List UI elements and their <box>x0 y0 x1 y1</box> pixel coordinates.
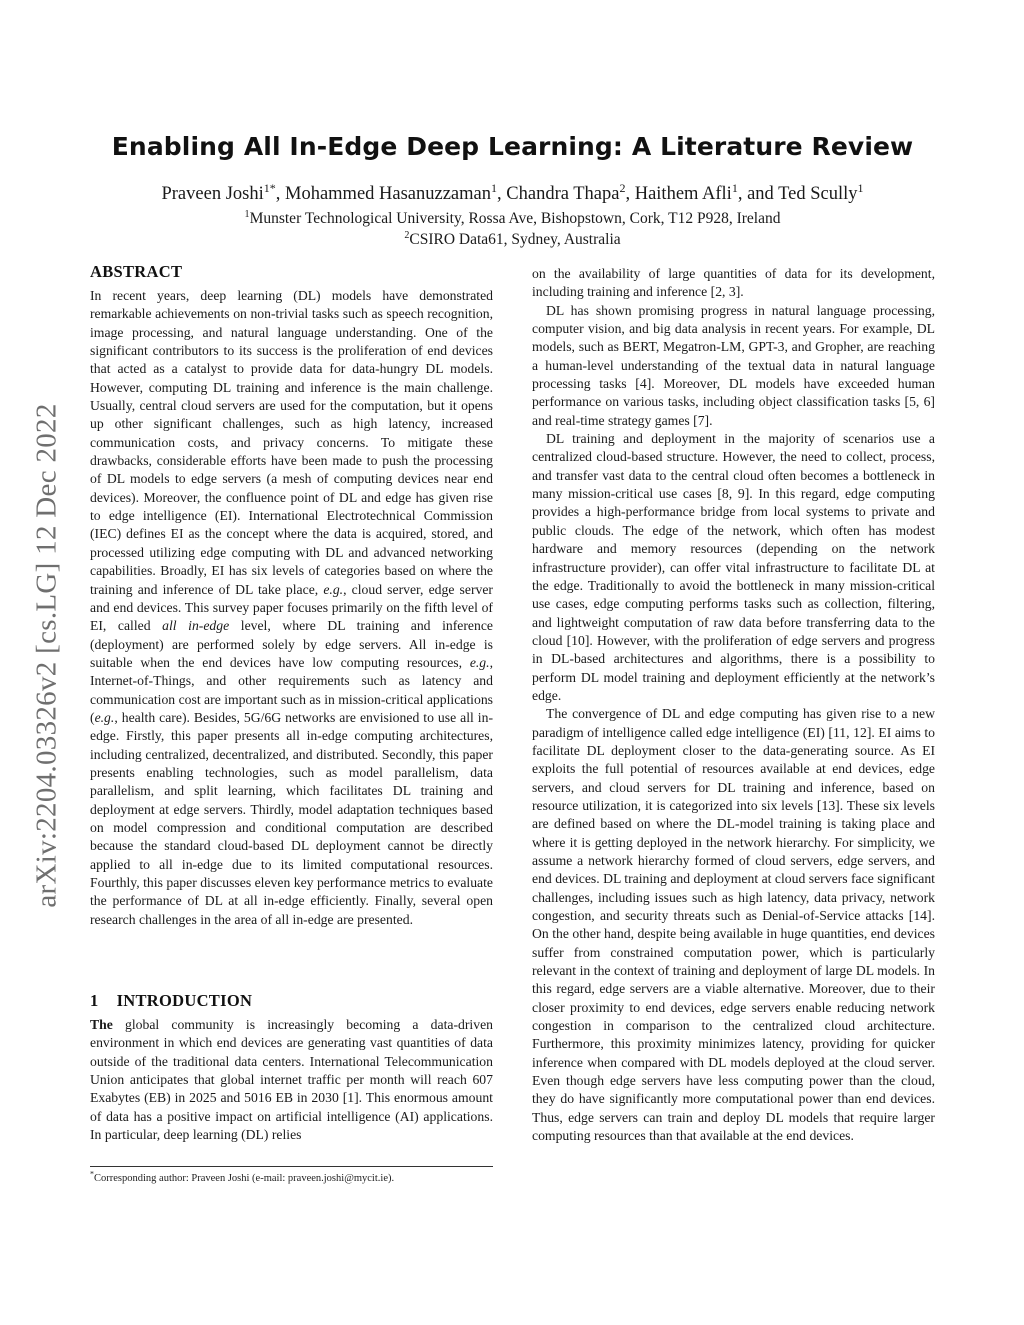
author-separator: , <box>497 184 507 204</box>
body-paragraph: DL has shown promising progress in natural language processing, computer vision, and big data analysis in recent years. For example, DL models, such as BERT, Megatron-LM, GPT-3, and Gropher, are reaching a human-level understanding of the textual data in natural language processing tasks [4]. Moreover, DL models have exceeded human performance on various tasks, including object classification tasks [5, 6] and real-time strategy games [7]. <box>532 302 935 428</box>
paper-title: Enabling All In-Edge Deep Learning: A Literature Review <box>111 132 914 161</box>
author-name: Haithem Afli <box>634 184 732 204</box>
abstract-text: level, where DL training and inference (deployment) are performed solely by edge servers. All in-edge is suitable when the end devices have low computing resources, <box>90 618 493 670</box>
introduction-body <box>90 1016 493 1144</box>
abstract-paragraph <box>90 287 493 929</box>
author-name: Praveen Joshi <box>161 184 264 204</box>
author-name: Ted Scully <box>778 184 858 204</box>
abstract-text: In recent years, deep learning (DL) models have demonstrated remarkable achievements on non-trivial tasks such as speech recognition, image processing, and natural language understanding. One of the significant contributors to its success is the proliferation of end devices that acted as a catalyst to provide data for data-hungry DL models. However, computing DL training and inference is the main challenge. Usually, central cloud servers are used for the computation, but it opens up other significant challenges, such as high latency, increased communication costs, and privacy concerns. To mitigate these drawbacks, considerable efforts have been made to push the processing of DL models to edge servers (a mesh of computing devices near end devices). Moreover, the confluence point of DL and edge has given rise to edge intelligence (EI). International Electrotechnical Commission (IEC) defines EI as the concept where the data is acquired, stored, and processed utilizing edge computing with DL and advanced networking capabilities. Broadly, EI has six levels of categories based on where the training and inference of DL take place, <box>90 288 493 597</box>
introduction-paragraph <box>90 1016 493 1144</box>
author-name: Chandra Thapa <box>506 184 620 204</box>
author-separator: , <box>625 184 635 204</box>
affiliation-1 <box>90 210 935 228</box>
abstract-body <box>90 287 493 929</box>
author-affiliation-mark: 1 <box>857 180 864 195</box>
author-affiliation-mark: 1 <box>731 180 738 195</box>
abstract-text: , Internet-of-Things, and other requirements such as latency and communication cost are important such as in mission-critical applications ( <box>90 654 493 725</box>
author-name: Mohammed Hasanuzzaman <box>285 184 491 204</box>
body-paragraph: The convergence of DL and edge computing has given rise to a new paradigm of intelligence called edge intelligence (EI) [11, 12]. EI aims to facilitate DL deployment closer to the data-generating source. As EI exploits the full potential of resources available at end devices, edge servers, and cloud servers for DL training and inference, based on resource utilization, it is categorized into six levels [13]. These six levels are defined based on where the DL-model training is taking place and where it is getting deployed in the network hierarchy. For simplicity, we assume a network hierarchy formed of cloud servers, edge servers, and end devices. DL training and deployment at cloud servers face significant challenges, including issues such as high latency, data privacy, network congestion, and security threats such as Denial-of-Service attacks [14]. On the other hand, despite being available in huge quantities, end devices suffer from constrained computation power, which is particularly relevant in the context of training and deployment of large DL models. In this regard, edge servers are a viable alternative. Moreover, due to their closer proximity to end devices, edge servers enable reducing network congestion in comparison to the centralized cloud architecture. Furthermore, this proximity minimizes latency, providing for quicker inference when compared with DL models deployed at the cloud server. Even though edge servers have less computing power than the cloud, they do have significantly more computational power than end devices. Thus, edge servers can train and deploy DL models that require larger computing resources than that available at the end devices. <box>532 706 935 1144</box>
body-paragraph: on the availability of large quantities of data for its development, including training and inference [2, 3]. <box>532 266 935 300</box>
right-column <box>532 265 935 1146</box>
arxiv-identifier <box>22 350 72 960</box>
affiliation-text: Munster Technological University, Rossa Ave, Bishopstown, Cork, T12 P928, Ireland <box>249 210 781 227</box>
footnote <box>90 1169 493 1185</box>
affiliation-mark: 2 <box>404 229 410 241</box>
affiliation-mark: 1 <box>244 208 250 220</box>
footnote-mark: * <box>90 1169 94 1179</box>
author-separator: , and <box>737 184 779 204</box>
introduction-lead-word: The <box>90 1017 113 1032</box>
affiliation-text: CSIRO Data61, Sydney, Australia <box>409 231 621 248</box>
body-paragraph: DL training and deployment in the majority of scenarios use a centralized cloud-based structure. However, the need to collect, process, and transfer vast data to the central cloud often becomes a bottleneck in many mission-critical use cases [8, 9]. In this regard, edge computing provides a high-performance bridge from local systems to private and public clouds. The edge of the network, which often has modest hardware and memory resources (depending on the network infrastructure provider), can offer vital infrastructure to facilitate DL at the edge. Traditionally to avoid the bottleneck in many mission-critical use cases, edge computing performs tasks such as collection, filtering, and lightweight computation of raw data before transferring data to the cloud [10]. However, with the proliferation of edge servers and progress in DL-based architectures and algorithms, there is a possibility to perform DL model training and deployment efficiently at the network’s edge. <box>532 431 935 703</box>
section-title: INTRODUCTION <box>116 991 253 1010</box>
footnote-rule <box>90 1166 493 1167</box>
arxiv-identifier-text: arXiv:2204.03326v2 [cs.LG] 12 Dec 2022 <box>30 402 63 908</box>
author-affiliation-mark: 1* <box>263 180 276 195</box>
abstract-emphasis: e.g. <box>323 581 344 597</box>
abstract-emphasis: e.g. <box>469 654 490 670</box>
affiliation-2 <box>90 231 935 249</box>
author-affiliation-mark: 2 <box>619 180 626 195</box>
author-separator: , <box>275 184 285 204</box>
abstract-emphasis: all in-edge <box>162 618 230 634</box>
author-affiliation-mark: 1 <box>491 180 498 195</box>
author-list <box>90 180 935 205</box>
section-number: 1 <box>90 991 99 1010</box>
abstract-heading: ABSTRACT <box>90 262 183 281</box>
abstract-text: , health care). Besides, 5G/6G networks are envisioned to use all in-edge. Firstly, this paper presents all in-edge computing architectures, including centralized, decentralized, and distributed. Secondly, this paper presents enabling technologies, such as model parallelism, data parallelism, and split learning, which facilitates DL training and deployment at edge servers. Thirdly, model adaptation techniques based on model compression and conditional computation are described because the standard cloud-based DL deployment cannot be directly applied to all in-edge due to its limited computational resources. Fourthly, this paper discusses eleven key performance metrics to evaluate the performance of DL at all in-edge efficiently. Finally, several open research challenges in the area of all in-edge are presented. <box>90 709 493 927</box>
abstract-text: , cloud server, edge server and end devices. This survey paper focuses primarily on the fifth level of EI, called <box>90 581 493 634</box>
abstract-emphasis: e.g. <box>94 709 115 725</box>
footnote-text: Corresponding author: Praveen Joshi (e-mail: praveen.joshi@mycit.ie). <box>94 1173 395 1184</box>
introduction-heading <box>90 991 252 1011</box>
introduction-text: global community is increasingly becoming a data-driven environment in which end devices are generating vast quantities of data outside of the traditional data centers. International Telecommunication Union anticipates that global internet traffic per month will reach 607 Exabytes (EB) in 2025 and 5016 EB in 2030 [1]. This enormous amount of data has a positive impact on artificial intelligence (AI) applications. In particular, deep learning (DL) relies <box>90 1017 493 1143</box>
